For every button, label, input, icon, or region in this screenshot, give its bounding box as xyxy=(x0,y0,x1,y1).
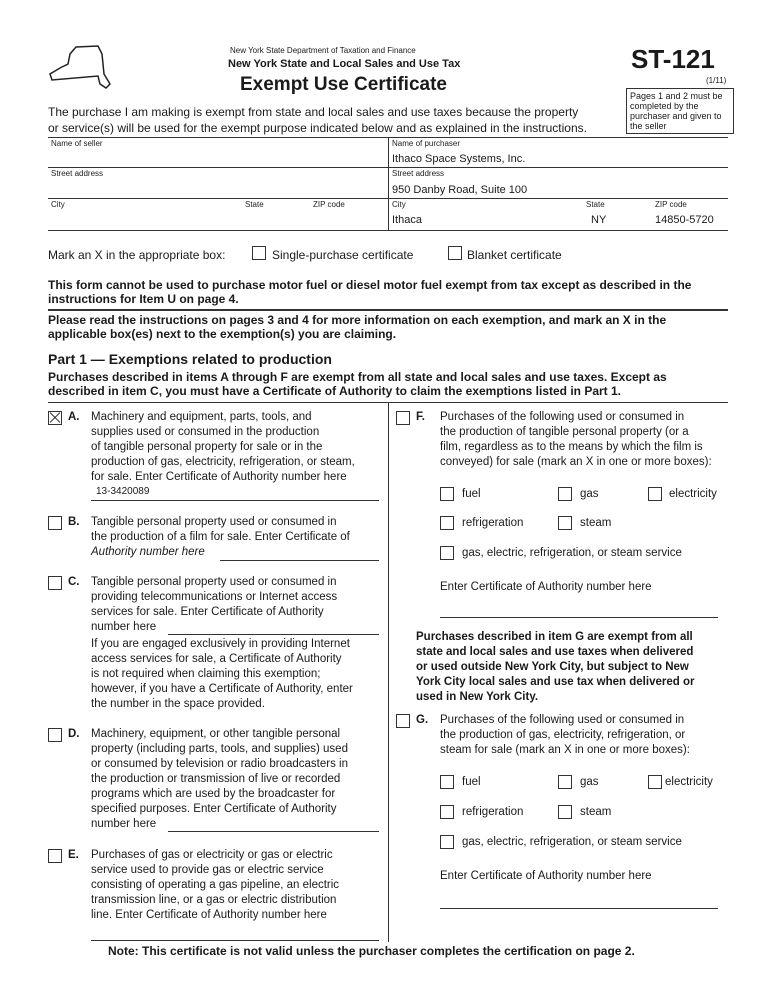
item-g-steam-checkbox[interactable] xyxy=(558,805,572,819)
read-instructions-1: Please read the instructions on pages 3 and 4 for more information on each exemption, and mark an X in the xyxy=(48,313,667,327)
item-d-line-7: number here xyxy=(91,818,157,830)
intro-line-2: or service(s) will be used for the exempt purpose indicated below and as explained in the instructions. xyxy=(48,121,587,135)
item-g-electricity-label: electricity xyxy=(665,776,713,788)
item-f-electricity-label: electricity xyxy=(669,488,717,500)
item-a-line-4: production of gas, electricity, refrigeration, or steam, xyxy=(91,456,355,468)
item-g-steam-label: steam xyxy=(580,806,612,818)
seller-name-label: Name of seller xyxy=(51,139,103,148)
item-a-line-1: Machinery and equipment, parts, tools, and xyxy=(91,411,312,423)
motor-fuel-warning-1: This form cannot be used to purchase motor fuel or diesel motor fuel exempt from tax except as described in the xyxy=(48,278,692,292)
item-c-line-5: If you are engaged exclusively in providing Internet xyxy=(91,638,350,650)
intro-line-1: The purchase I am making is exempt from state and local sales and use taxes because the property xyxy=(48,105,579,119)
item-g-combined-label: gas, electric, refrigeration, or steam service xyxy=(462,836,682,848)
form-number: ST-121 xyxy=(631,44,715,74)
single-purchase-label: Single-purchase certificate xyxy=(272,248,414,262)
item-c-line-7: is not required when claiming this exemption; xyxy=(91,668,321,680)
item-c-checkbox[interactable] xyxy=(48,576,62,590)
seller-state-label: State xyxy=(245,200,264,209)
item-g-coa-line[interactable] xyxy=(440,908,718,909)
new-york-state-map-logo xyxy=(46,44,114,92)
item-g-gas-checkbox[interactable] xyxy=(558,775,572,789)
item-c-line-8: however, if you have a Certificate of Authority, enter xyxy=(91,683,353,695)
item-a-letter: A. xyxy=(68,411,80,423)
revision-date: (1/11) xyxy=(706,76,727,85)
item-g-refrigeration-label: refrigeration xyxy=(462,806,524,818)
part1-intro-2: described in item C, you must have a Certificate of Authority to claim the exemptions listed in Part 1. xyxy=(48,384,622,398)
read-instructions-2: applicable box(es) next to the exemption(s) you are claiming. xyxy=(48,327,397,341)
item-d-line-6: specified purposes. Enter Certificate of Authority xyxy=(91,803,337,815)
item-c-line-2: providing telecommunications or Internet access xyxy=(91,591,338,603)
seller-street-label: Street address xyxy=(51,169,104,178)
item-b-checkbox[interactable] xyxy=(48,516,62,530)
item-c-coa-line[interactable] xyxy=(168,634,379,635)
item-f-refrigeration-label: refrigeration xyxy=(462,517,524,529)
item-g-combined-checkbox[interactable] xyxy=(440,835,454,849)
item-f-checkbox[interactable] xyxy=(396,411,410,425)
item-f-combined-label: gas, electric, refrigeration, or steam service xyxy=(462,547,682,559)
purchaser-street-value[interactable]: 950 Danby Road, Suite 100 xyxy=(392,184,528,196)
purchaser-zip-label: ZIP code xyxy=(655,200,687,209)
purchaser-state-value[interactable]: NY xyxy=(591,214,607,226)
item-c-line-6: access services for sale, a Certificate of Authority xyxy=(91,653,342,665)
item-f-line-2: the production of tangible personal property (or a xyxy=(440,426,689,438)
agency-name: New York State Department of Taxation and Finance xyxy=(230,46,416,55)
item-g-checkbox[interactable] xyxy=(396,714,410,728)
item-g-fuel-checkbox[interactable] xyxy=(440,775,454,789)
item-g-line-1: Purchases of the following used or consumed in xyxy=(440,714,685,726)
item-f-letter: F. xyxy=(416,411,425,423)
motor-fuel-warning-2: instructions for Item U on page 4. xyxy=(48,292,239,306)
item-g-intro-3: or used outside New York City, but subject to New xyxy=(416,661,689,673)
item-d-line-2: property (including parts, tools, and supplies) used xyxy=(91,743,348,755)
item-g-intro-5: used in New York City. xyxy=(416,691,539,703)
item-f-line-1: Purchases of the following used or consumed in xyxy=(440,411,685,423)
item-a-line-2: supplies used or consumed in the production xyxy=(91,426,320,438)
seller-city-label: City xyxy=(51,200,65,209)
part1-title: Part 1 — Exemptions related to production xyxy=(48,351,332,367)
item-g-intro-1: Purchases described in item G are exempt from all xyxy=(416,631,693,643)
item-f-fuel-checkbox[interactable] xyxy=(440,487,454,501)
item-e-checkbox[interactable] xyxy=(48,849,62,863)
item-c-line-9: the number in the space provided. xyxy=(91,698,265,710)
purchaser-city-label: City xyxy=(392,200,406,209)
item-f-line-3: film, regardless as to the means by which the film is xyxy=(440,441,703,453)
item-d-coa-line[interactable] xyxy=(168,831,379,832)
blanket-label: Blanket certificate xyxy=(467,248,562,262)
item-g-refrigeration-checkbox[interactable] xyxy=(440,805,454,819)
item-d-checkbox[interactable] xyxy=(48,728,62,742)
item-e-letter: E. xyxy=(68,849,79,861)
validity-note: Note: This certificate is not valid unless the purchaser completes the certification on page 2. xyxy=(108,944,635,958)
item-f-electricity-checkbox[interactable] xyxy=(648,487,662,501)
form-subtitle: New York State and Local Sales and Use Tax xyxy=(228,58,461,70)
item-a-checkbox[interactable] xyxy=(48,411,62,425)
item-a-line-3: of tangible personal property for sale or in the xyxy=(91,441,323,453)
item-e-line-2: service used to provide gas or electric service xyxy=(91,864,324,876)
item-b-letter: B. xyxy=(68,516,80,528)
item-c-line-3: services for sale. Enter Certificate of Authority xyxy=(91,606,324,618)
purchaser-zip-value[interactable]: 14850-5720 xyxy=(655,214,714,226)
item-a-coa-number[interactable]: 13-3420089 xyxy=(96,486,150,497)
item-g-gas-label: gas xyxy=(580,776,599,788)
item-c-line-1: Tangible personal property used or consumed in xyxy=(91,576,337,588)
item-d-line-4: the production or transmission of live or recorded xyxy=(91,773,341,785)
purchaser-name-value[interactable]: Ithaco Space Systems, Inc. xyxy=(392,153,526,165)
item-e-line-3: consisting of operating a gas pipeline, an electric xyxy=(91,879,340,891)
blanket-checkbox[interactable] xyxy=(448,246,462,260)
item-c-letter: C. xyxy=(68,576,80,588)
item-e-line-4: transmission line, or a gas or electric distribution xyxy=(91,894,337,906)
seller-zip-label: ZIP code xyxy=(313,200,345,209)
item-g-fuel-label: fuel xyxy=(462,776,481,788)
item-a-line-5: for sale. Enter Certificate of Authority number here xyxy=(91,471,347,483)
item-f-steam-checkbox[interactable] xyxy=(558,516,572,530)
item-g-line-3: steam for sale (mark an X in one or more boxes): xyxy=(440,744,690,756)
item-d-line-5: programs which are used by the broadcaster for xyxy=(91,788,336,800)
item-f-steam-label: steam xyxy=(580,517,612,529)
item-f-refrigeration-checkbox[interactable] xyxy=(440,516,454,530)
item-d-line-3: or consumed by television or radio broadcasters in xyxy=(91,758,348,770)
item-b-coa-line[interactable] xyxy=(220,560,379,561)
item-e-line-1: Purchases of gas or electricity or gas or electric xyxy=(91,849,333,861)
form-title: Exempt Use Certificate xyxy=(240,74,447,95)
purchaser-state-label: State xyxy=(586,200,605,209)
item-f-gas-label: gas xyxy=(580,488,599,500)
item-c-line-4: number here xyxy=(91,621,157,633)
item-e-line-5: line. Enter Certificate of Authority number here xyxy=(91,909,327,921)
part1-intro-1: Purchases described in items A through F are exempt from all state and local sales and use taxes. Except as xyxy=(48,370,667,384)
item-b-line-2: the production of a film for sale. Enter Certificate of xyxy=(91,531,350,543)
item-e-coa-line[interactable] xyxy=(91,940,379,941)
item-b-line-1: Tangible personal property used or consumed in xyxy=(91,516,337,528)
item-f-coa-line[interactable] xyxy=(440,617,718,618)
item-f-combined-checkbox[interactable] xyxy=(440,546,454,560)
item-g-intro-4: York City local sales and use tax when delivered or xyxy=(416,676,695,688)
item-g-electricity-checkbox[interactable] xyxy=(648,775,662,789)
item-f-line-4: conveyed) for sale (mark an X in one or more boxes): xyxy=(440,456,712,468)
item-g-letter: G. xyxy=(416,714,429,726)
item-g-intro-2: state and local sales and use taxes when delivered xyxy=(416,646,694,658)
single-purchase-checkbox[interactable] xyxy=(252,246,266,260)
item-b-line-3: Authority number here xyxy=(91,546,205,558)
purchaser-name-label: Name of purchaser xyxy=(392,139,461,148)
purchaser-street-label: Street address xyxy=(392,169,445,178)
item-g-coa-prompt: Enter Certificate of Authority number here xyxy=(440,870,652,882)
item-f-gas-checkbox[interactable] xyxy=(558,487,572,501)
certificate-type-prompt: Mark an X in the appropriate box: xyxy=(48,248,226,262)
item-g-line-2: the production of gas, electricity, refrigeration, or xyxy=(440,729,686,741)
item-f-fuel-label: fuel xyxy=(462,488,481,500)
item-d-line-1: Machinery, equipment, or other tangible personal xyxy=(91,728,341,740)
item-f-coa-prompt: Enter Certificate of Authority number here xyxy=(440,581,652,593)
completion-note: Pages 1 and 2 must be completed by the purchaser and given to the seller xyxy=(626,88,734,134)
item-d-letter: D. xyxy=(68,728,80,740)
purchaser-city-value[interactable]: Ithaca xyxy=(392,214,422,226)
